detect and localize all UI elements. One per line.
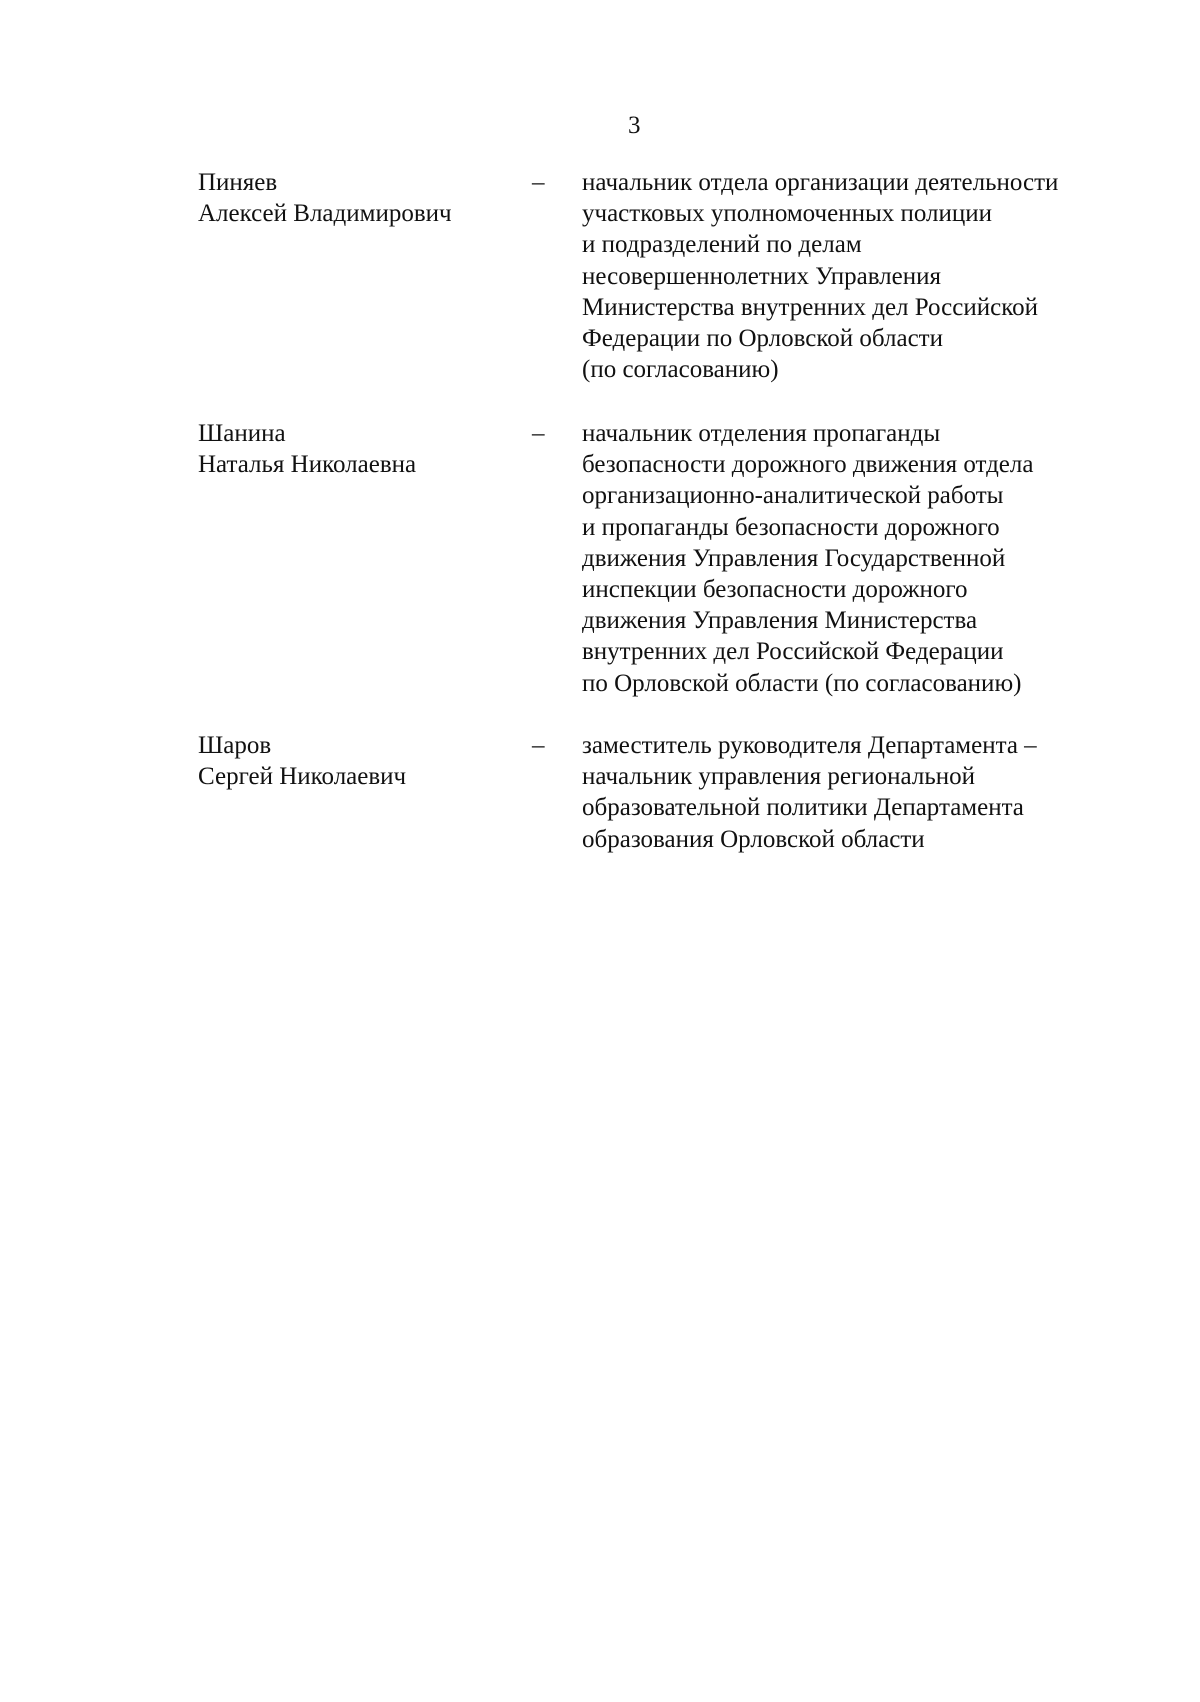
- position-line: (по согласованию): [582, 356, 779, 384]
- position-line: участковых уполномоченных полиции: [582, 200, 993, 228]
- position-line: несовершеннолетних Управления: [582, 262, 942, 290]
- position-line: движения Управления Министерства: [582, 607, 978, 635]
- position-line: начальник управления региональной: [582, 763, 975, 791]
- position-line: организационно-аналитической работы: [582, 482, 1004, 510]
- member-position: [582, 730, 1102, 855]
- position-line: и пропаганды безопасности дорожного: [582, 513, 1000, 541]
- page-number: 3: [628, 112, 641, 139]
- position-line: образования Орловской области: [582, 825, 925, 853]
- position-line: Федерации по Орловской области: [582, 325, 943, 353]
- member-given-names: Алексей Владимирович: [198, 200, 452, 227]
- dash-separator: –: [532, 732, 545, 759]
- member-given-names: Наталья Николаевна: [198, 451, 417, 478]
- position-line: заместитель руководителя Департамента –: [582, 732, 1037, 759]
- position-line: движения Управления Государственной: [582, 544, 1006, 572]
- position-line: внутренних дел Российской Федерации: [582, 638, 1004, 666]
- member-position: [582, 418, 1102, 699]
- position-line: начальник отделения пропаганды: [582, 420, 941, 447]
- position-line: и подразделений по делам: [582, 231, 862, 259]
- member-surname: Шаров: [198, 732, 272, 759]
- dash-separator: –: [532, 420, 545, 447]
- position-line: инспекции безопасности дорожного: [582, 576, 968, 604]
- position-line: безопасности дорожного движения отдела: [582, 451, 1034, 479]
- position-line: по Орловской области (по согласованию): [582, 669, 1022, 697]
- member-name: [198, 167, 528, 229]
- position-line: образовательной политики Департамента: [582, 794, 1024, 822]
- member-given-names: Сергей Николаевич: [198, 763, 407, 790]
- member-surname: Пиняев: [198, 169, 278, 196]
- member-surname: Шанина: [198, 420, 286, 447]
- position-line: Министерства внутренних дел Российской: [582, 293, 1038, 321]
- member-name: [198, 730, 528, 792]
- member-name: [198, 418, 528, 480]
- member-position: [582, 167, 1102, 385]
- dash-separator: –: [532, 169, 545, 196]
- position-line: начальник отдела организации деятельности: [582, 169, 1059, 196]
